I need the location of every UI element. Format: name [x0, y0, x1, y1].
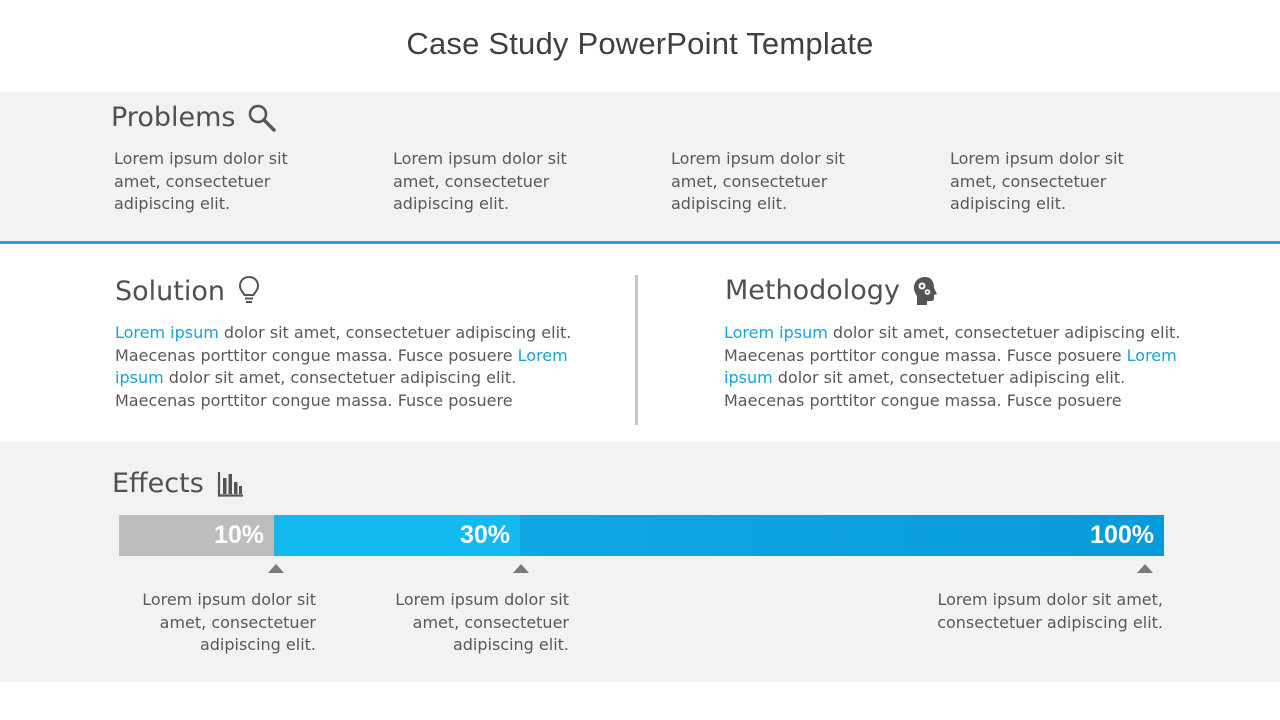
effect-bar-label-3: 100% [1090, 521, 1154, 549]
effect-marker-1 [268, 564, 284, 573]
head-gears-icon [912, 276, 940, 306]
methodology-text: Lorem ipsum dolor sit amet, consectetuer adipiscing elit. Maecenas porttitor congue massa. Fusce posuere Lorem ipsum dolor sit amet, consectetuer adipiscing elit. Maecenas porttitor congue massa. Fusce posuere [724, 323, 1181, 410]
effects-heading-label: Effects [112, 468, 204, 499]
effect-note-1: Lorem ipsum dolor sit amet, consectetuer adipiscing elit. [142, 590, 316, 654]
effect-marker-3 [1137, 564, 1153, 573]
lightbulb-icon [237, 275, 261, 307]
bar-chart-icon [216, 470, 244, 498]
effect-bar-segment-1 [119, 515, 274, 556]
solution-heading [115, 275, 261, 307]
problem-item-2: Lorem ipsum dolor sit amet, consectetuer adipiscing elit. [393, 149, 567, 213]
effect-note-3: Lorem ipsum dolor sit amet, consectetuer adipiscing elit. [937, 590, 1163, 632]
problem-item-1: Lorem ipsum dolor sit amet, consectetuer adipiscing elit. [114, 149, 288, 213]
effects-heading [112, 468, 244, 499]
effect-bar-segment-2 [274, 515, 520, 556]
column-divider [635, 275, 638, 425]
effect-marker-2 [513, 564, 529, 573]
slide-title: Case Study PowerPoint Template [406, 26, 874, 61]
problems-heading-label: Problems [111, 102, 236, 133]
problem-item-4: Lorem ipsum dolor sit amet, consectetuer adipiscing elit. [950, 149, 1124, 213]
methodology-heading-label: Methodology [725, 275, 900, 306]
effect-note-2: Lorem ipsum dolor sit amet, consectetuer adipiscing elit. [395, 590, 569, 654]
problems-heading [111, 102, 277, 133]
effect-bar-segment-3 [520, 515, 1164, 556]
problem-item-3: Lorem ipsum dolor sit amet, consectetuer adipiscing elit. [671, 149, 845, 213]
effect-bar-label-1: 10% [213, 521, 264, 549]
solution-heading-label: Solution [115, 275, 225, 307]
methodology-heading [725, 275, 940, 306]
section-divider-rule [0, 241, 1280, 244]
magnifier-icon [247, 103, 277, 133]
effect-bar-label-2: 30% [459, 521, 510, 549]
solution-text: Lorem ipsum dolor sit amet, consectetuer adipiscing elit. Maecenas porttitor congue massa. Fusce posuere Lorem ipsum dolor sit amet, consectetuer adipiscing elit. Maecenas porttitor congue massa. Fusce posuere [115, 323, 572, 410]
